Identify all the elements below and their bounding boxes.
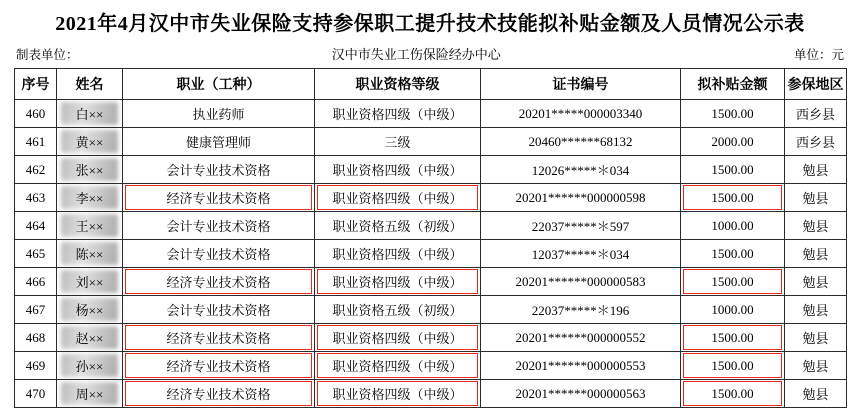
cell-level [315,324,481,352]
cell-name-redacted [57,296,123,324]
cell-level-text: 职业资格四级（中级） [332,163,463,178]
cell-area: 勉县 [785,296,847,324]
cell-amount-text: 1500.00 [711,329,754,345]
cell-occupation-text: 会计专业技术资格 [166,247,271,262]
table-row [15,184,847,212]
table-row [15,100,847,128]
cell-name-text: 周×× [75,387,104,402]
table-row [15,268,847,296]
column-header-area: 参保地区 [785,69,847,100]
cell-area: 西乡县 [785,128,847,156]
page-title: 2021年4月汉中市失业保险支持参保职工提升技术技能拟补贴金额及人员情况公示表 [55,13,805,35]
cell-occupation [123,296,315,324]
prepared-by-value: 汉中市失业工伤保险经办中心 [331,47,501,62]
cell-name-redacted [57,268,123,296]
cell-cert: 22037*****＊597 [481,212,681,240]
cell-amount-text: 1500.00 [711,273,754,289]
cell-level-text: 职业资格四级（中级） [332,247,463,262]
cell-occupation-text: 经济专业技术资格 [166,191,271,206]
cell-seq: 465 [15,240,57,268]
cell-occupation [123,240,315,268]
column-header-name: 姓名 [57,69,123,100]
cell-name-text: 刘×× [75,275,104,290]
cell-level [315,184,481,212]
cell-cert: 20201******000000563 [481,380,681,408]
cell-level [315,128,481,156]
cell-occupation [123,156,315,184]
cell-cert: 12026*****＊034 [481,156,681,184]
cell-name-text: 黄×× [75,135,104,150]
cell-level [315,268,481,296]
cell-name-redacted [57,156,123,184]
cell-area: 勉县 [785,324,847,352]
cell-name-redacted [57,128,123,156]
cell-level-text: 职业资格五级（初级） [332,303,463,318]
cell-name-text: 李×× [75,191,104,206]
cell-amount-text: 1500.00 [711,385,754,401]
cell-name-redacted [57,240,123,268]
cell-amount-text: 1500.00 [711,105,754,121]
cell-occupation [123,352,315,380]
cell-seq: 467 [15,296,57,324]
cell-amount [681,352,785,380]
cell-cert: 20201******000000553 [481,352,681,380]
cell-occupation [123,212,315,240]
cell-level [315,380,481,408]
cell-level [315,100,481,128]
cell-area: 勉县 [785,268,847,296]
cell-name-redacted [57,212,123,240]
cell-seq: 464 [15,212,57,240]
cell-amount [681,184,785,212]
cell-level [315,156,481,184]
cell-level-text: 职业资格四级（中级） [332,387,463,402]
cell-seq: 468 [15,324,57,352]
column-header-seq: 序号 [15,69,57,100]
cell-occupation-text: 经济专业技术资格 [166,387,271,402]
column-header-cert: 证书编号 [481,69,681,100]
cell-amount-text: 1500.00 [711,161,754,177]
cell-amount [681,156,785,184]
cell-occupation-text: 健康管理师 [185,135,251,150]
cell-occupation [123,268,315,296]
cell-seq: 463 [15,184,57,212]
table-row [15,156,847,184]
cell-seq: 469 [15,352,57,380]
cell-name-text: 赵×× [75,331,104,346]
cell-amount-text: 1500.00 [711,357,754,373]
column-header-occupation: 职业（工种） [123,69,315,100]
cell-seq: 461 [15,128,57,156]
table-row [15,380,847,408]
cell-occupation-text: 会计专业技术资格 [166,219,271,234]
cell-level-text: 职业资格四级（中级） [332,331,463,346]
cell-level [315,296,481,324]
cell-name-text: 杨×× [75,303,104,318]
cell-occupation-text: 经济专业技术资格 [166,275,271,290]
cell-occupation-text: 经济专业技术资格 [166,359,271,374]
cell-name-redacted [57,352,123,380]
cell-area: 勉县 [785,380,847,408]
cell-name-text: 陈×× [75,247,104,262]
cell-cert: 22037*****＊196 [481,296,681,324]
cell-amount-text: 1000.00 [711,301,754,317]
cell-name-text: 张×× [75,163,104,178]
cell-cert: 20201******000000598 [481,184,681,212]
cell-amount [681,212,785,240]
cell-area: 勉县 [785,184,847,212]
cell-level-text: 职业资格四级（中级） [332,107,463,122]
cell-name-redacted [57,380,123,408]
cell-cert: 20201******000000552 [481,324,681,352]
cell-amount-text: 1000.00 [711,217,754,233]
table-row [15,324,847,352]
cell-level [315,352,481,380]
cell-area: 西乡县 [785,100,847,128]
cell-cert: 20201*****000003340 [481,100,681,128]
cell-name-redacted [57,100,123,128]
cell-amount [681,380,785,408]
cell-seq: 470 [15,380,57,408]
cell-cert: 20201******000000583 [481,268,681,296]
cell-amount [681,268,785,296]
cell-seq: 466 [15,268,57,296]
cell-seq: 460 [15,100,57,128]
subsidy-table [14,68,847,408]
cell-area: 勉县 [785,352,847,380]
cell-level [315,240,481,268]
cell-amount-text: 1500.00 [711,189,754,205]
column-header-amount: 拟补贴金额 [681,69,785,100]
cell-name-redacted [57,184,123,212]
table-row [15,352,847,380]
table-row [15,212,847,240]
cell-amount [681,240,785,268]
cell-level-text: 职业资格四级（中级） [332,359,463,374]
cell-amount [681,324,785,352]
cell-cert: 20460******68132 [481,128,681,156]
prepared-by-label: 制表单位： [16,48,79,62]
cell-level [315,212,481,240]
cell-occupation-text: 会计专业技术资格 [166,303,271,318]
cell-name-text: 白×× [75,107,104,122]
table-row [15,128,847,156]
cell-amount [681,100,785,128]
cell-area: 勉县 [785,156,847,184]
column-header-level: 职业资格等级 [315,69,481,100]
table-row [15,296,847,324]
cell-occupation [123,100,315,128]
cell-area: 勉县 [785,212,847,240]
cell-level-text: 职业资格五级（初级） [332,219,463,234]
cell-level-text: 职业资格四级（中级） [332,275,463,290]
cell-level-text: 三级 [384,135,411,150]
cell-occupation [123,324,315,352]
cell-occupation [123,184,315,212]
cell-occupation [123,128,315,156]
cell-seq: 462 [15,156,57,184]
cell-name-redacted [57,324,123,352]
cell-area: 勉县 [785,240,847,268]
unit-note: 单位：元 [793,48,844,62]
cell-amount-text: 1500.00 [711,245,754,261]
cell-amount [681,128,785,156]
subheader [14,38,846,68]
cell-amount [681,296,785,324]
cell-cert: 12037*****＊034 [481,240,681,268]
cell-occupation-text: 经济专业技术资格 [166,331,271,346]
cell-occupation-text: 会计专业技术资格 [166,163,271,178]
cell-amount-text: 2000.00 [711,133,754,149]
table-row [15,240,847,268]
cell-name-text: 孙×× [75,359,104,374]
prepared-by [16,45,79,63]
cell-occupation-text: 执业药师 [192,107,245,122]
cell-level-text: 职业资格四级（中级） [332,191,463,206]
cell-occupation [123,380,315,408]
cell-name-text: 王×× [75,219,104,234]
table-header-row [15,69,847,100]
